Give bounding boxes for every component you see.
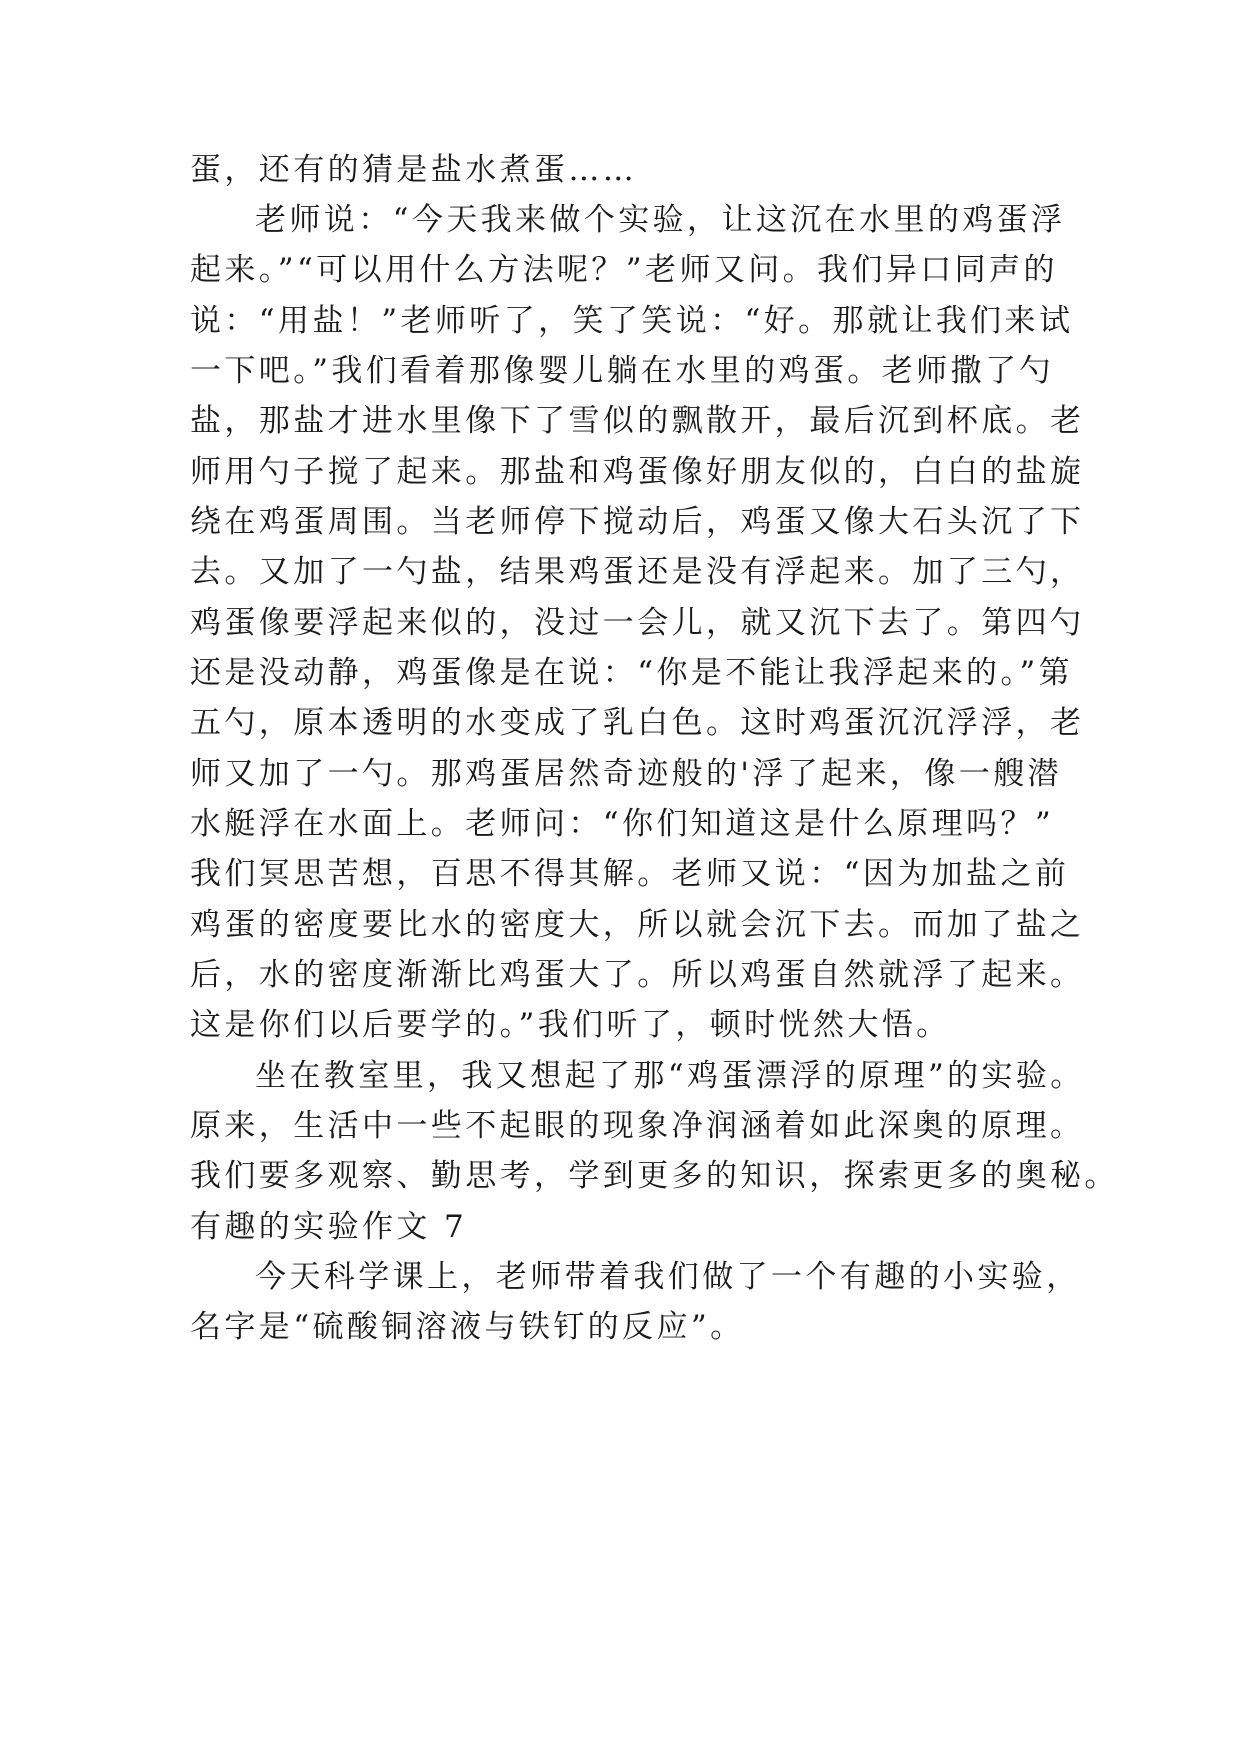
text-line: 绕在鸡蛋周围。当老师停下搅动后，鸡蛋又像大石头沉了下 bbox=[190, 504, 1085, 540]
text-line: 五勺，原本透明的水变成了乳白色。这时鸡蛋沉沉浮浮，老 bbox=[190, 705, 1085, 741]
text-line: 还是没动静，鸡蛋像是在说：“你是不能让我浮起来的。”第 bbox=[190, 655, 1073, 691]
text-line: 一下吧。”我们看着那像婴儿躺在水里的鸡蛋。老师撒了勺 bbox=[190, 353, 1054, 389]
text-line: 盐，那盐才进水里像下了雪似的飘散开，最后沉到杯底。老 bbox=[190, 403, 1085, 439]
text-line: 后，水的密度渐渐比鸡蛋大了。所以鸡蛋自然就浮了起来。 bbox=[190, 957, 1085, 993]
text-line: 这是你们以后要学的。”我们听了，顿时恍然大悟。 bbox=[190, 1007, 951, 1043]
text-line: 师又加了一勺。那鸡蛋居然奇迹般的'浮了起来，像一艘潜 bbox=[190, 756, 1062, 792]
text-line: 鸡蛋的密度要比水的密度大，所以就会沉下去。而加了盐之 bbox=[190, 907, 1085, 943]
paragraph-start: 坐在教室里，我又想起了那“鸡蛋漂浮的原理”的实验。 bbox=[255, 1058, 1085, 1094]
section-heading: 有趣的实验作文 7 bbox=[190, 1209, 468, 1245]
text-line: 说：“用盐！”老师听了，笑了笑说：“好。那就让我们来试 bbox=[190, 303, 1074, 339]
text-line: 去。又加了一勺盐，结果鸡蛋还是没有浮起来。加了三勺， bbox=[190, 554, 1085, 590]
text-line: 水艇浮在水面上。老师问：“你们知道这是什么原理吗？” bbox=[190, 806, 1055, 842]
text-line: 名字是“硫酸铜溶液与铁钉的反应”。 bbox=[190, 1309, 745, 1345]
paragraph-start: 今天科学课上，老师带着我们做了一个有趣的小实验， bbox=[255, 1259, 1081, 1295]
text-line: 我们冥思苦想，百思不得其解。老师又说：“因为加盐之前 bbox=[190, 856, 1070, 892]
text-line: 起来。”“可以用什么方法呢？”老师又问。我们异口同声的 bbox=[190, 252, 1058, 288]
paragraph-start: 老师说：“今天我来做个实验，让这沉在水里的鸡蛋浮 bbox=[255, 202, 1066, 238]
text-line: 蛋，还有的猜是盐水煮蛋…… bbox=[190, 152, 638, 188]
text-line: 鸡蛋像要浮起来似的，没过一会儿，就又沉下去了。第四勺 bbox=[190, 605, 1085, 641]
text-line: 原来，生活中一些不起眼的现象净润涵着如此深奥的原理。 bbox=[190, 1108, 1085, 1144]
text-line: 师用勺子搅了起来。那盐和鸡蛋像好朋友似的，白白的盐旋 bbox=[190, 454, 1085, 490]
text-line: 我们要多观察、勤思考，学到更多的知识，探索更多的奥秘。 bbox=[190, 1158, 1119, 1194]
